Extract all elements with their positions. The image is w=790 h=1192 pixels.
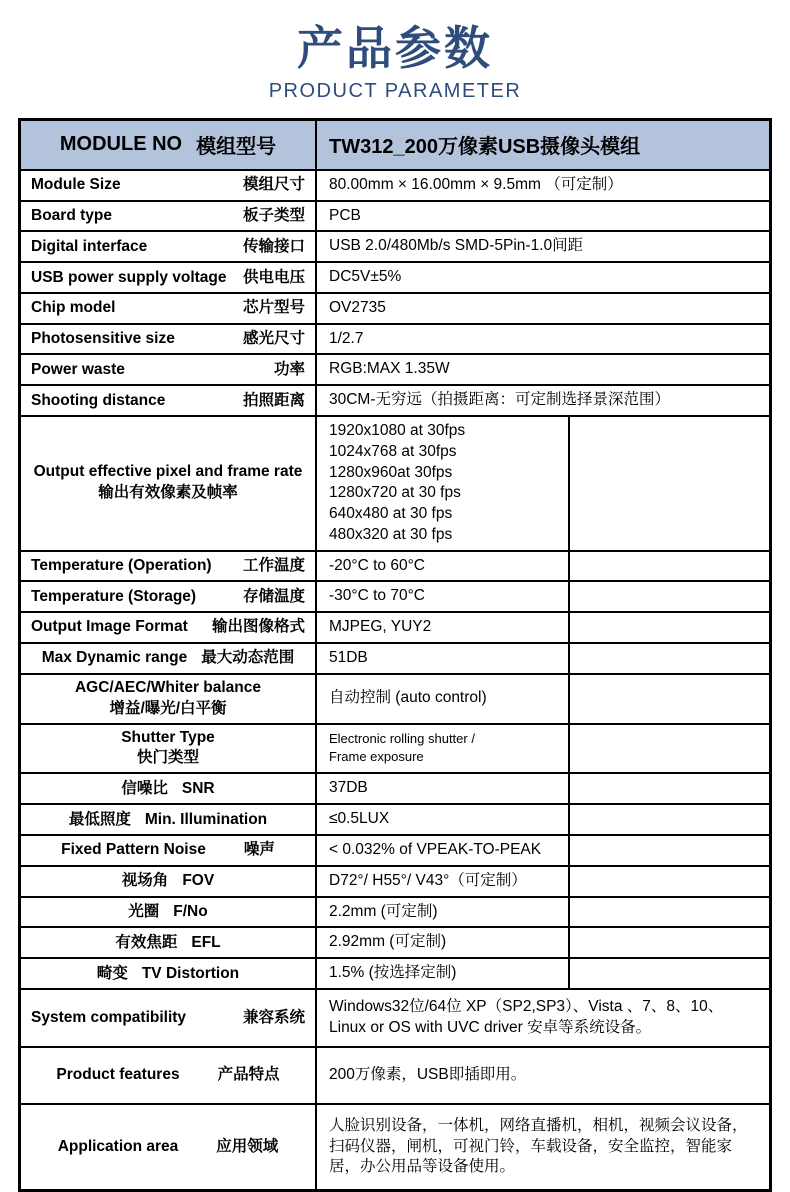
- param-label: [21, 417, 315, 550]
- param-value-line: 自动控制 (auto control): [329, 689, 487, 707]
- param-label: [21, 552, 315, 581]
- param-label: [21, 294, 315, 323]
- param-label-part: 增益/曝光/白平衡: [109, 699, 227, 717]
- param-label-part: Shutter Type: [121, 728, 215, 746]
- param-value: [315, 202, 769, 231]
- param-label-part: TV Distortion: [141, 964, 240, 982]
- param-value: [315, 232, 769, 261]
- table-row: [21, 865, 769, 896]
- param-label-part: 噪声: [243, 841, 275, 859]
- table-row: [21, 642, 769, 673]
- param-value: [315, 613, 568, 642]
- param-label: [21, 355, 315, 384]
- param-value-line: 51DB: [329, 648, 368, 666]
- param-label-part: Photosensitive size: [31, 330, 175, 348]
- param-value-line: 480x320 at 30 fps: [329, 525, 453, 543]
- param-label: [21, 1048, 315, 1103]
- table-row: [21, 723, 769, 773]
- table-row: [21, 1046, 769, 1103]
- param-label: [21, 1105, 315, 1189]
- param-value-line: -20°C to 60°C: [329, 556, 425, 574]
- param-label-part: EFL: [191, 933, 221, 951]
- param-label-part: SNR: [181, 779, 215, 797]
- param-label: [21, 867, 315, 896]
- param-value-line: ≤0.5LUX: [329, 810, 390, 828]
- param-value-line: 80.00mm × 16.00mm × 9.5mm （可定制）: [329, 175, 623, 193]
- param-label-part: 工作温度: [242, 556, 305, 574]
- param-label: [21, 774, 315, 803]
- param-label-part: 产品特点: [217, 1066, 280, 1084]
- param-label: [21, 990, 315, 1046]
- table-body: [21, 169, 769, 1189]
- table-row: [21, 169, 769, 200]
- param-value-line: 1280x960at 30fps: [329, 463, 453, 481]
- param-label-part: Chip model: [31, 299, 116, 317]
- param-label: [21, 898, 315, 927]
- param-value: [315, 928, 568, 957]
- param-value: [315, 805, 568, 834]
- empty-cell: [568, 774, 769, 803]
- page-title: 产品参数: [297, 22, 493, 74]
- param-label-part: 传输接口: [242, 237, 305, 255]
- table-row: [21, 896, 769, 927]
- param-label-part: 畸变: [96, 964, 128, 982]
- param-value-line: -30°C to 70°C: [329, 587, 425, 605]
- empty-cell: [568, 613, 769, 642]
- param-label-part: Board type: [31, 206, 112, 224]
- param-value: [315, 263, 769, 292]
- empty-cell: [568, 867, 769, 896]
- param-label: [21, 613, 315, 642]
- param-value: [315, 1105, 769, 1189]
- param-label-part: 板子类型: [242, 206, 305, 224]
- param-label-part: 信噪比: [121, 779, 168, 797]
- product-parameter-table: [18, 118, 772, 1192]
- param-label-part: 功率: [273, 360, 305, 378]
- param-value-line: OV2735: [329, 298, 386, 316]
- table-row: [21, 415, 769, 550]
- empty-cell: [568, 582, 769, 611]
- table-row: [21, 200, 769, 231]
- param-label-part: Fixed Pattern Noise: [61, 841, 206, 859]
- param-label: [21, 725, 315, 773]
- param-label-part: 模组尺寸: [242, 176, 305, 194]
- param-label-part: Output effective pixel and frame rate: [33, 463, 303, 481]
- param-label: [21, 171, 315, 200]
- param-value-line: Windows32位/64位 XP（SP2,SP3）、Vista 、7、8、10、Linux or OS with UVC driver 安卓等系统设备。: [329, 998, 724, 1036]
- param-value-line: Electronic rolling shutter /: [329, 730, 475, 746]
- module-no-header-zh: 模组型号: [196, 136, 277, 159]
- page-subtitle: PRODUCT PARAMETER: [268, 79, 522, 102]
- table-row: [21, 230, 769, 261]
- table-row: [21, 550, 769, 581]
- param-value: [315, 774, 568, 803]
- param-value-line: 200万像素，USB即插即用。: [329, 1066, 527, 1084]
- param-label: [21, 263, 315, 292]
- param-label-part: 供电电压: [242, 268, 305, 286]
- param-label: [21, 232, 315, 261]
- table-row: [21, 580, 769, 611]
- param-label: [21, 644, 315, 673]
- param-label-part: 有效焦距: [115, 933, 178, 951]
- table-row: [21, 1103, 769, 1189]
- param-label-part: 最低照度: [68, 810, 131, 828]
- table-row: [21, 673, 769, 723]
- param-label-part: 拍照距离: [242, 391, 305, 409]
- param-label: [21, 202, 315, 231]
- table-row: [21, 384, 769, 415]
- param-label-part: Product features: [56, 1066, 180, 1084]
- empty-cell: [568, 552, 769, 581]
- param-value: [315, 294, 769, 323]
- param-label: [21, 805, 315, 834]
- empty-cell: [568, 644, 769, 673]
- param-value: [315, 325, 769, 354]
- param-value-line: 37DB: [329, 779, 368, 797]
- param-label-part: Min. Illumination: [144, 810, 268, 828]
- param-label-part: Max Dynamic range: [41, 649, 188, 667]
- param-label-part: AGC/AEC/Whiter balance: [74, 678, 262, 696]
- param-label-part: 输出有效像素及帧率: [98, 484, 238, 502]
- empty-cell: [568, 959, 769, 988]
- param-value-line: 1280x720 at 30 fps: [329, 484, 461, 502]
- empty-cell: [568, 805, 769, 834]
- param-value-line: D72°/ H55°/ V43°（可定制）: [329, 871, 527, 889]
- table-row: [21, 957, 769, 988]
- param-value-line: 人脸识别设备，一体机，网络直播机，相机，视频会议设备，扫码仪器，闸机，可视门铃，车载设备，安全监控，智能家居，办公用品等设备使用。: [329, 1116, 748, 1176]
- param-value-line: 1920x1080 at 30fps: [329, 422, 466, 440]
- empty-cell: [568, 417, 769, 550]
- empty-cell: [568, 725, 769, 773]
- param-label-part: Temperature (Storage): [31, 587, 197, 605]
- param-label-part: USB power supply voltage: [31, 268, 227, 286]
- empty-cell: [568, 898, 769, 927]
- param-label-part: Output Image Format: [31, 618, 188, 636]
- param-label-part: 存储温度: [242, 587, 305, 605]
- param-label-part: Shooting distance: [31, 391, 166, 409]
- param-value: [315, 1048, 769, 1103]
- param-label-part: FOV: [182, 872, 215, 890]
- table-row: [21, 353, 769, 384]
- empty-cell: [568, 675, 769, 723]
- param-label: [21, 836, 315, 865]
- table-row: [21, 261, 769, 292]
- param-value: [315, 171, 769, 200]
- param-label-part: 兼容系统: [242, 1008, 305, 1026]
- param-value: [315, 552, 568, 581]
- param-value-line: 2.92mm (可定制): [329, 933, 447, 951]
- table-row: [21, 292, 769, 323]
- param-label-part: 输出图像格式: [211, 618, 305, 636]
- param-value-line: PCB: [329, 206, 361, 224]
- empty-cell: [568, 928, 769, 957]
- param-label-part: 快门类型: [136, 749, 199, 767]
- param-value-line: 30CM-无穷远（拍摄距离：可定制选择景深范围）: [329, 391, 671, 409]
- param-label-part: Module Size: [31, 176, 121, 194]
- table-row: [21, 611, 769, 642]
- param-label-part: Temperature (Operation): [31, 556, 212, 574]
- param-value: [315, 582, 568, 611]
- param-value: [315, 644, 568, 673]
- param-label: [21, 386, 315, 415]
- param-value-line: 1/2.7: [329, 329, 364, 347]
- param-value-line: 1024x768 at 30fps: [329, 442, 457, 460]
- param-value: [315, 990, 769, 1046]
- param-label-part: 芯片型号: [242, 299, 305, 317]
- param-label-part: Application area: [57, 1137, 179, 1155]
- table-row: [21, 834, 769, 865]
- table-row: [21, 323, 769, 354]
- param-value: [315, 959, 568, 988]
- table-row: [21, 772, 769, 803]
- param-value: [315, 675, 568, 723]
- param-value: [315, 355, 769, 384]
- param-label-part: 感光尺寸: [242, 330, 305, 348]
- param-value-line: 2.2mm (可定制): [329, 902, 438, 920]
- param-label-part: Digital interface: [31, 237, 148, 255]
- param-label-part: 视场角: [121, 872, 169, 890]
- table-row: [21, 803, 769, 834]
- param-label: [21, 928, 315, 957]
- table-row: [21, 926, 769, 957]
- table-header-row: [21, 121, 769, 169]
- param-label-part: 应用领域: [216, 1137, 279, 1155]
- param-label: [21, 325, 315, 354]
- param-value: [315, 386, 769, 415]
- param-value-line: MJPEG, YUY2: [329, 618, 432, 636]
- param-label-part: F/No: [173, 902, 208, 920]
- param-value-line: < 0.032% of VPEAK-TO-PEAK: [329, 841, 542, 859]
- param-value-line: Frame exposure: [329, 749, 424, 765]
- param-label-part: 最大动态范围: [201, 649, 295, 667]
- param-label-part: Power waste: [31, 360, 125, 378]
- empty-cell: [568, 836, 769, 865]
- param-label-part: System compatibility: [31, 1008, 187, 1026]
- param-label: [21, 675, 315, 723]
- param-label-part: 光圈: [128, 902, 160, 920]
- param-value-line: DC5V±5%: [329, 268, 402, 286]
- param-value-line: 640x480 at 30 fps: [329, 505, 453, 523]
- param-value: [315, 725, 568, 773]
- param-value-line: 1.5% (按选择定制): [329, 964, 457, 982]
- param-label: [21, 582, 315, 611]
- module-no-header-en: MODULE NO: [59, 133, 183, 156]
- param-value: [315, 836, 568, 865]
- param-value: [315, 867, 568, 896]
- module-model-value: TW312_200万像素USB摄像头模组: [315, 121, 769, 169]
- param-value-line: RGB:MAX 1.35W: [329, 360, 450, 378]
- param-value-line: USB 2.0/480Mb/s SMD-5Pin-1.0间距: [329, 237, 584, 255]
- param-value: [315, 898, 568, 927]
- param-label: [21, 959, 315, 988]
- table-row: [21, 988, 769, 1046]
- module-no-header: [21, 121, 315, 169]
- param-value: [315, 417, 568, 550]
